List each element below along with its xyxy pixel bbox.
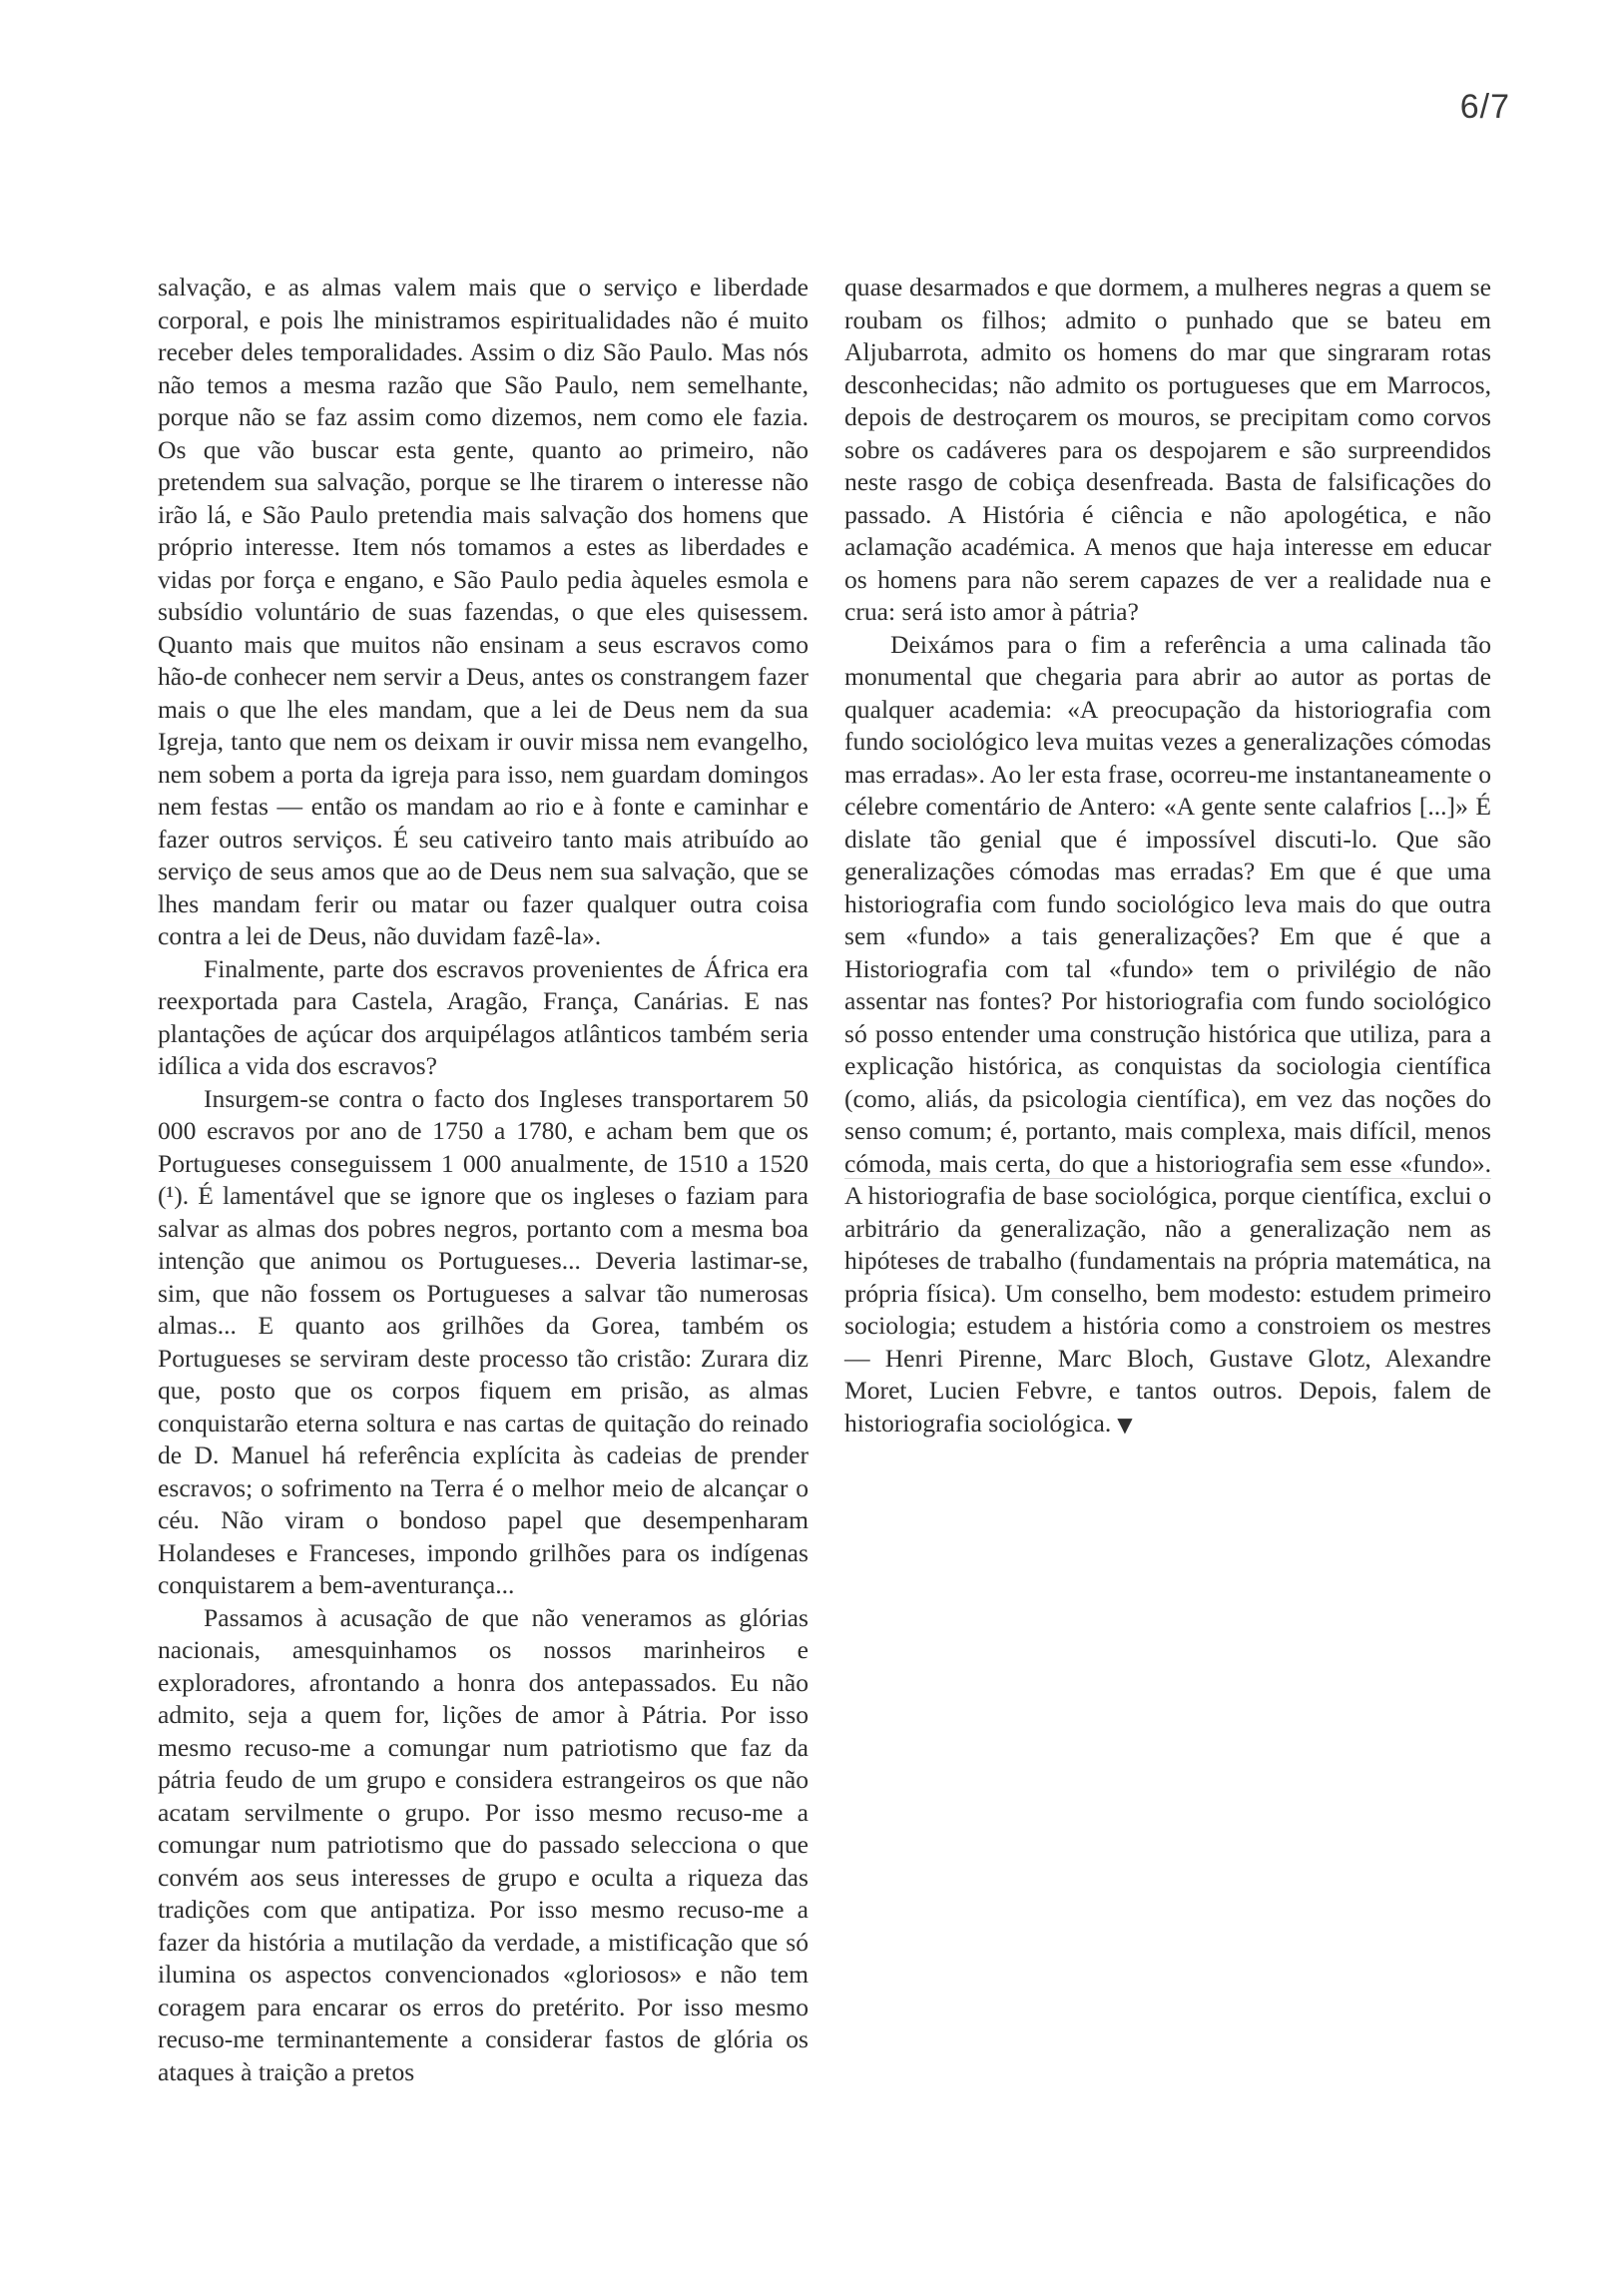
left-paragraph-1: salvação, e as almas valem mais que o serviço e liberdade corporal, e pois lhe ministramos espiritualidades não é muito receber deles temporalidades. Assim o diz São Paulo. Mas nós não temos a mesma razão que São Paulo, nem semelhante, porque não se faz assim como dizemos, nem como ele fazia. Os que vão buscar esta gente, quanto ao primeiro, não pretendem sua salvação, porque se lhe tirarem o interesse não irão lá, e São Paulo pretendia mais salvação dos homens que próprio interesse. Item nós tomamos a estes as liberdades e vidas por força e engano, e São Paulo pedia àqueles esmola e subsídio voluntário de suas fazendas, o que eles quisessem. Quanto mais que muitos não ensinam a seus escravos como hão-de conhecer nem servir a Deus, antes os constrangem fazer mais o que lhe eles mandam, que a lei de Deus nem da sua Igreja, tanto que nem os deixam ir ouvir missa nem evangelho, nem sobem a porta da igreja para isso, nem guardam domingos nem festas — então os mandam ao rio e à fonte e caminhar e fazer outros serviços. É seu cativeiro tanto mais atribuído ao serviço de seus amos que ao de Deus nem sua salvação, que se lhes mandam ferir ou matar ou fazer qualquer outra coisa contra a lei de Deus, não duvidam fazê-la».: [158, 273, 809, 950]
page-number: 6/7: [1459, 88, 1510, 126]
end-of-article-icon: ▼: [1117, 1412, 1133, 1436]
left-paragraph-2: Finalmente, parte dos escravos provenientes de África era reexportada para Castela, Aragão, França, Canárias. E nas plantações de açúcar dos arquipélagos atlânticos também seria idílica a vida dos escravos?: [158, 953, 809, 1080]
right-column: [844, 272, 1491, 1440]
column-end-divider: [844, 1178, 1491, 1179]
right-paragraph-2-text: Deixámos para o fim a referência a uma calinada tão monumental que chegaria para abrir ao autor as portas de qualquer academia: «A preocupação da historiografia com fundo sociológico leva muitas vezes a generalizações cómodas mas erradas». Ao ler esta frase, ocorreu-me instantaneamente o célebre comentário de Antero: «A gente sente calafrios [...]» É dislate tão genial que é impossível discuti-lo. Que são generalizações cómodas mas erradas? Em que é que uma historiografia com fundo sociológico leva mais do que outra sem «fundo» a tais generalizações? Em que é que a Historiografia com tal «fundo» tem o privilégio de não assentar nas fontes? Por historiografia com fundo sociológico só posso entender uma construção histórica que utiliza, para a explicação histórica, as conquistas da sociologia científica (como, aliás, da psicologia científica), em vez das noções do senso comum; é, portanto, mais complexa, mais difícil, menos cómoda, mais certa, do que a historiografia sem esse «fundo». A historiografia de base sociológica, porque científica, exclui o arbitrário da generalização, não a generalização nem as hipóteses de trabalho (fundamentais na própria matemática, na própria física). Um conselho, bem modesto: estudem primeiro sociologia; estudem a história como a constroiem os mestres — Henri Pirenne, Marc Bloch, Gustave Glotz, Alexandre Moret, Lucien Febvre, e tantos outros. Depois, falem de historiografia sociológica.: [844, 629, 1491, 1437]
right-paragraph-1: quase desarmados e que dormem, a mulheres negras a quem se roubam os filhos; admito o punhado que se bateu em Aljubarrota, admito os homens do mar que singraram rotas desconhecidas; não admito os portugueses que em Marrocos, depois de destroçarem os mouros, se precipitam como corvos sobre os cadáveres para os despojarem e são surpreendidos neste rasgo de cobiça desenfreada. Basta de falsificações do passado. A História é ciência e não apologética, e não aclamação académica. A menos que haja interesse em educar os homens para não serem capazes de ver a realidade nua e crua: será isto amor à pátria?: [844, 273, 1491, 626]
left-paragraph-4: Passamos à acusação de que não veneramos as glórias nacionais, amesquinhamos os nossos marinheiros e exploradores, afrontando a honra dos antepassados. Eu não admito, seja a quem for, lições de amor à Pátria. Por isso mesmo recuso-me a comungar num patriotismo que faz da pátria feudo de um grupo e considera estrangeiros os que não acatam servilmente o grupo. Por isso mesmo recuso-me a comungar num patriotismo que do passado selecciona o que convém aos seus interesses de grupo e oculta a riqueza das tradições com que antipatiza. Por isso mesmo recuso-me a fazer da história a mutilação da verdade, a mistificação que só ilumina os aspectos convencionados «gloriosos» e não tem coragem para encarar os erros do pretérito. Por isso mesmo recuso-me terminantemente a considerar fastos de glória os ataques à traição a pretos: [158, 1602, 809, 2086]
right-paragraph-2: [844, 629, 1491, 1441]
left-column: [158, 272, 809, 2088]
left-paragraph-3: Insurgem-se contra o facto dos Ingleses transportarem 50 000 escravos por ano de 1750 a 1780, e acham bem que os Portugueses conseguissem 1 000 anualmente, de 1510 a 1520 (¹). É lamentável que se ignore que os ingleses o faziam para salvar as almas dos pobres negros, portanto com a mesma boa intenção que animou os Portugueses... Deveria lastimar-se, sim, que não fossem os Portugueses a salvar tão numerosas almas... E quanto aos grilhões da Gorea, também os Portugueses se serviram deste processo tão cristão: Zurara diz que, posto que os corpos fiquem em prisão, as almas conquistarão eterna soltura e nas cartas de quitação do reinado de D. Manuel há referência explícita às cadeias de prender escravos; o sofrimento na Terra é o melhor meio de alcançar o céu. Não viram o bondoso papel que desempenharam Holandeses e Franceses, impondo grilhões para os indígenas conquistarem a bem-aventurança...: [158, 1083, 809, 1599]
